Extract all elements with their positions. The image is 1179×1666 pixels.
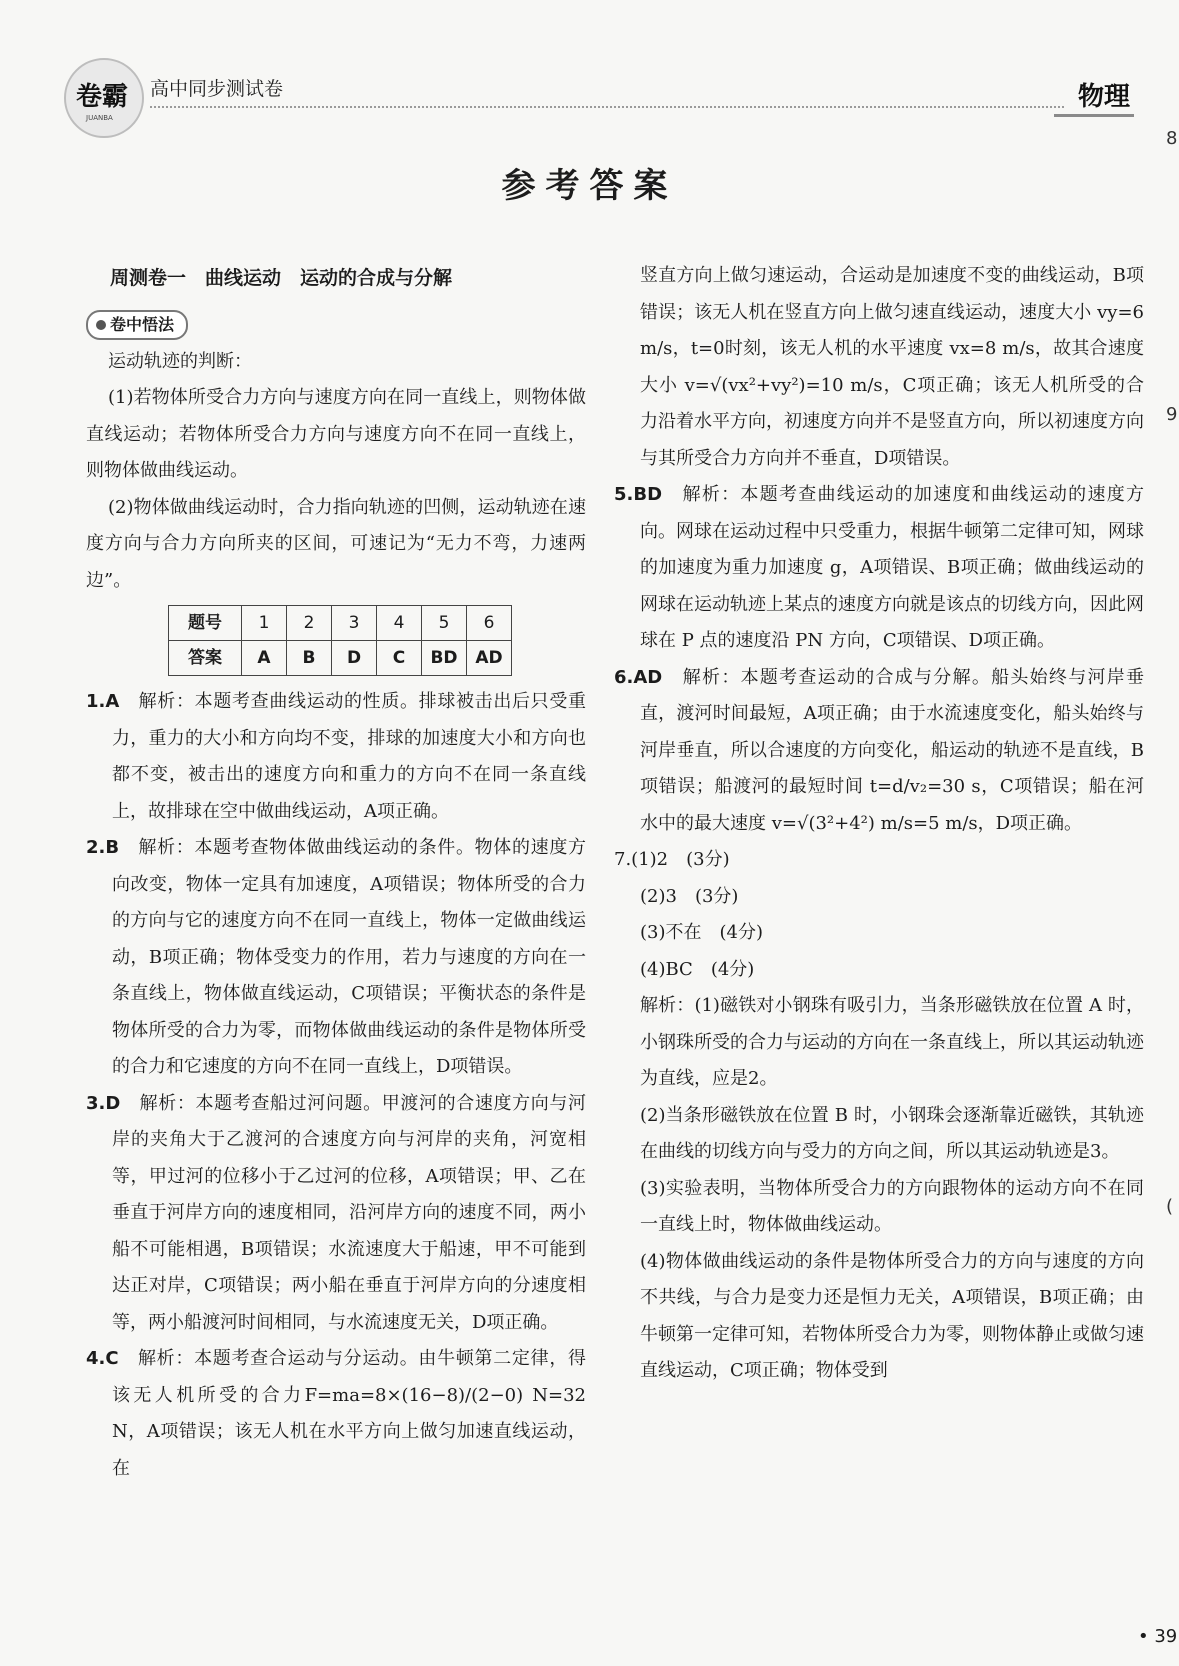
- edge-fragment: 8: [1166, 128, 1178, 149]
- right-column: [614, 258, 1144, 1390]
- item-number: 1.A: [86, 691, 120, 712]
- answer-cell: BD: [422, 641, 467, 676]
- brand-logo: [64, 58, 144, 138]
- answer-item: [86, 830, 586, 1086]
- question-number: 4: [377, 606, 422, 641]
- question-number: 1: [242, 606, 287, 641]
- q7-answer-line: (3)不在 (4分): [640, 922, 763, 943]
- answer-cell: A: [242, 641, 287, 676]
- edge-fragment: 9: [1166, 404, 1178, 425]
- answer-item: [86, 684, 586, 830]
- logo-text: 卷霸: [76, 82, 129, 112]
- item-explanation: 解析：本题考查运动的合成与分解。船头始终与河岸垂直，渡河时间最短，A项正确；由于水流速度变化，船头始终与河岸垂直，所以合速度的方向变化，船运动的轨迹不是直线，B项错误；船渡河的最短时间 t=d/v₂=30 s，C项错误；船在河水中的最大速度 v=√(3²+4²) m/s=5 m/s，D项正确。: [640, 666, 1145, 834]
- answer-cell: D: [332, 641, 377, 676]
- answer-cell: B: [287, 641, 332, 676]
- table-label: 答案: [169, 641, 242, 676]
- series-name: 高中同步测试卷: [150, 78, 284, 100]
- subject-underline: [1054, 114, 1134, 117]
- subject-label: 物理: [1077, 82, 1130, 112]
- page-title: 参考答案: [501, 166, 678, 206]
- continued-explanation: 竖直方向上做匀速运动，合运动是加速度不变的曲线运动，B项错误；该无人机在竖直方向上做匀速直线运动，速度大小 vy=6 m/s，t=0时刻，该无人机的水平速度 vx=8 m/s，故其合速度大小 v=√(vx²+vy²)=10 m/s，C项正确；该无人机所受的合力沿着水平方向，初速度方向并不是竖直方向，所以初速度方向与其所受合力方向并不垂直，D项错误。: [640, 265, 1144, 469]
- tip-badge: [86, 310, 188, 340]
- table-label: 题号: [169, 606, 242, 641]
- q7-answer-line: (2)3 (3分): [640, 885, 739, 907]
- item-number: 4.C: [86, 1348, 119, 1369]
- item-explanation: 解析：本题考查曲线运动的性质。排球被击出后只受重力，重力的大小和方向均不变，排球的加速度大小和方向也都不变，被击出的速度方向和重力的方向不在同一条直线上，故排球在空中做曲线运动，A项正确。: [112, 691, 587, 822]
- answer-table-answer-row: [169, 641, 512, 676]
- answer-table-number-row: [169, 606, 512, 641]
- item-explanation: 解析：本题考查合运动与分运动。由牛顿第二定律，得该无人机所受的合力F=ma=8×(16−8)/(2−0) N=32 N，A项错误；该无人机在水平方向上做匀加速直线运动，在: [112, 1348, 587, 1479]
- item-explanation: 解析：本题考查物体做曲线运动的条件。物体的速度方向改变，物体一定具有加速度，A项错误；物体所受的合力的方向与它的速度方向不在同一直线上，物体一定做曲线运动，B项正确；物体受变力的作用，若力与速度的方向在一条直线上，物体做直线运动，C项错误；平衡状态的条件是物体所受的合力为零，而物体做曲线运动的条件是物体所受的合力和它速度的方向不在同一直线上，D项错误。: [112, 837, 587, 1077]
- q7-analysis: (4)物体做曲线运动的条件是物体所受合力的方向与速度的方向不共线，与合力是变力还是恒力无关，A项错误，B项正确；由牛顿第一定律可知，若物体所受合力为零，则物体静止或做匀速直线运动，C项正确；物体受到: [640, 1250, 1144, 1381]
- answer-item: [614, 660, 1144, 843]
- item-number: 2.B: [86, 837, 120, 858]
- item-explanation: 解析：本题考查船过河问题。甲渡河的合速度方向与河岸的夹角大于乙渡河的合速度方向与河岸的夹角，河宽相等，甲过河的位移小于乙过河的位移，A项错误；甲、乙在垂直于河岸方向的速度相同，沿河岸方向的速度不同，两小船不可能相遇，B项错误；水流速度大于船速，甲不可能到达正对岸，C项错误；两小船在垂直于河岸方向的分速度相等，两小船渡河时间相同，与水流速度无关，D项正确。: [112, 1092, 587, 1333]
- item-explanation: 解析：本题考查曲线运动的加速度和曲线运动的速度方向。网球在运动过程中只受重力，根据牛顿第二定律可知，网球的加速度为重力加速度 g，A项错误、B项正确；做曲线运动的网球在运动轨迹上某点的速度方向就是该点的切线方向，因此网球在 P 点的速度沿 PN 方向，C项错误、D项正确。: [640, 484, 1145, 651]
- answer-cell: AD: [467, 641, 512, 676]
- logo-subtext: JUANBA: [86, 114, 113, 122]
- page-header: [64, 58, 1134, 128]
- intro-paragraph: (2)物体做曲线运动时，合力指向轨迹的凹侧，运动轨迹在速度方向与合力方向所夹的区间，可速记为“无力不弯，力速两边”。: [86, 496, 586, 591]
- q7-analysis: 解析：(1)磁铁对小钢珠有吸引力，当条形磁铁放在位置 A 时，小钢珠所受的合力与运动的方向在一条直线上，所以其运动轨迹为直线，应是2。: [640, 995, 1144, 1089]
- item-number: 6.AD: [614, 666, 663, 688]
- question-number: 3: [332, 606, 377, 641]
- question-number: 2: [287, 606, 332, 641]
- pin-icon: [96, 320, 106, 330]
- left-column: [86, 258, 586, 1487]
- edge-fragment: (: [1166, 1196, 1174, 1217]
- answer-cell: C: [377, 641, 422, 676]
- answer-item: [86, 1086, 586, 1342]
- question-number: 6: [467, 606, 512, 641]
- question-number: 5: [422, 606, 467, 641]
- item-number: 5.BD: [614, 484, 663, 505]
- section-title: 周测卷一 曲线运动 运动的合成与分解: [110, 267, 453, 289]
- q7-analysis: (3)实验表明，当物体所受合力的方向跟物体的运动方向不在同一直线上时，物体做曲线运动。: [640, 1177, 1144, 1235]
- page-number: • 39: [1138, 1626, 1178, 1647]
- answer-item: [614, 477, 1144, 660]
- header-divider: [150, 106, 1064, 108]
- q7-answer-line: (4)BC (4分): [640, 958, 755, 980]
- intro-paragraph: (1)若物体所受合力方向与速度方向在同一直线上，则物体做直线运动；若物体所受合力方向与速度方向不在同一直线上，则物体做曲线运动。: [86, 387, 586, 481]
- answer-item: [86, 1341, 586, 1487]
- tip-badge-label: 卷中悟法: [110, 314, 175, 334]
- q7-answer-line: 7.(1)2 (3分): [614, 849, 730, 870]
- answer-table: [168, 605, 512, 676]
- item-number: 3.D: [86, 1092, 121, 1114]
- q7-analysis: (2)当条形磁铁放在位置 B 时，小钢珠会逐渐靠近磁铁，其轨迹在曲线的切线方向与受力的方向之间，所以其运动轨迹是3。: [640, 1104, 1144, 1162]
- intro-paragraph: 运动轨迹的判断：: [108, 350, 252, 372]
